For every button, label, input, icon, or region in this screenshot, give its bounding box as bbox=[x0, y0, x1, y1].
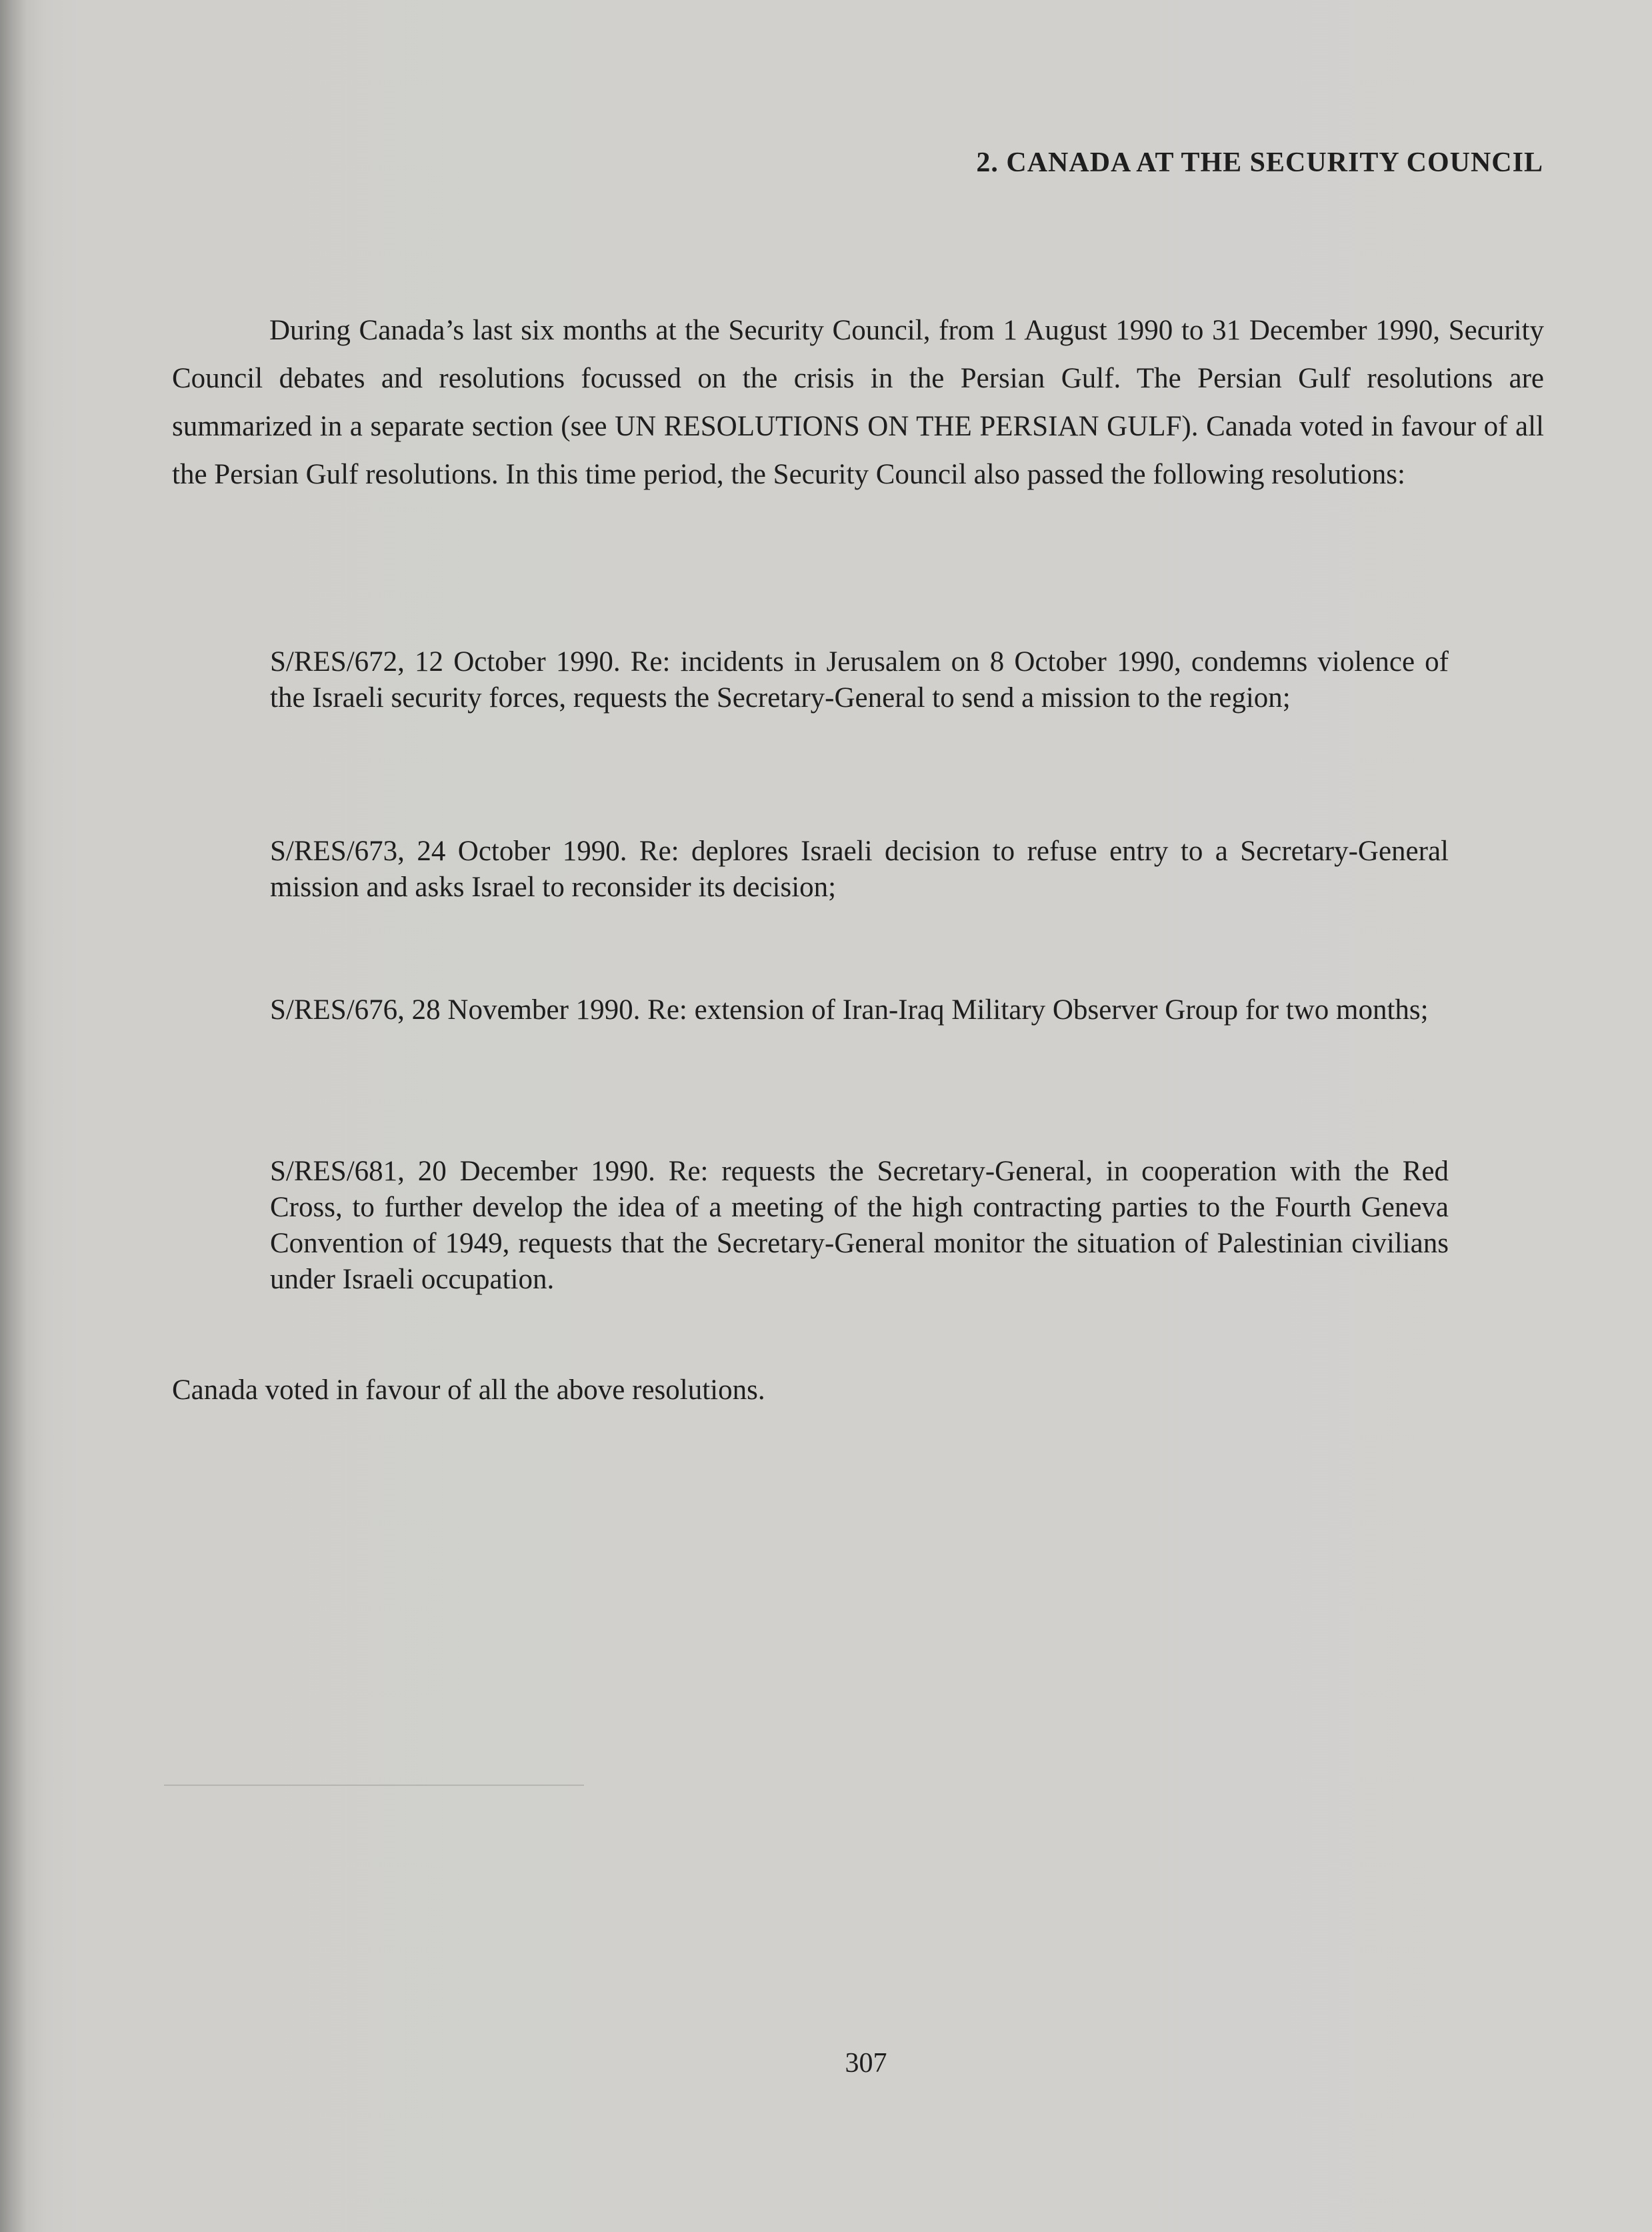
resolution-item: S/RES/681, 20 December 1990. Re: requests the Secretary-General, in cooperation with the Red Cross, to further develop the idea of a meeting of the high contracting parties to the Fourth Geneva Convention of 1949, requests that the Secretary-General monitor the situation of Palestinian civilians under Israeli occupation. bbox=[270, 1156, 1449, 1295]
section-heading: 2. CANADA AT THE SECURITY COUNCIL bbox=[976, 147, 1543, 178]
resolution-item: S/RES/676, 28 November 1990. Re: extension of Iran-Iraq Military Observer Group for two months; bbox=[270, 994, 1429, 1026]
resolution-item: S/RES/672, 12 October 1990. Re: incidents in Jerusalem on 8 October 1990, condemns violence of the Israeli security forces, requests the Secretary-General to send a mission to the region; bbox=[270, 646, 1449, 714]
closing-paragraph: Canada voted in favour of all the above resolutions. bbox=[172, 1374, 765, 1406]
intro-paragraph: During Canada’s last six months at the Security Council, from 1 August 1990 to 31 December 1990, Security Council debates and resolutions focussed on the crisis in the Persian Gulf. The Persian Gulf resolutions are summarized in a separate section (see UN RESOLUTIONS ON THE PERSIAN GULF). Canada voted in favour of all the Persian Gulf resolutions. In this time period, the Security Council also passed the following resolutions: bbox=[172, 315, 1544, 490]
footnote-divider bbox=[164, 1785, 584, 1786]
resolution-item: S/RES/673, 24 October 1990. Re: deplores Israeli decision to refuse entry to a Secretary-General mission and asks Israel to reconsider its decision; bbox=[270, 836, 1449, 903]
page-number: 307 bbox=[845, 2048, 887, 2079]
